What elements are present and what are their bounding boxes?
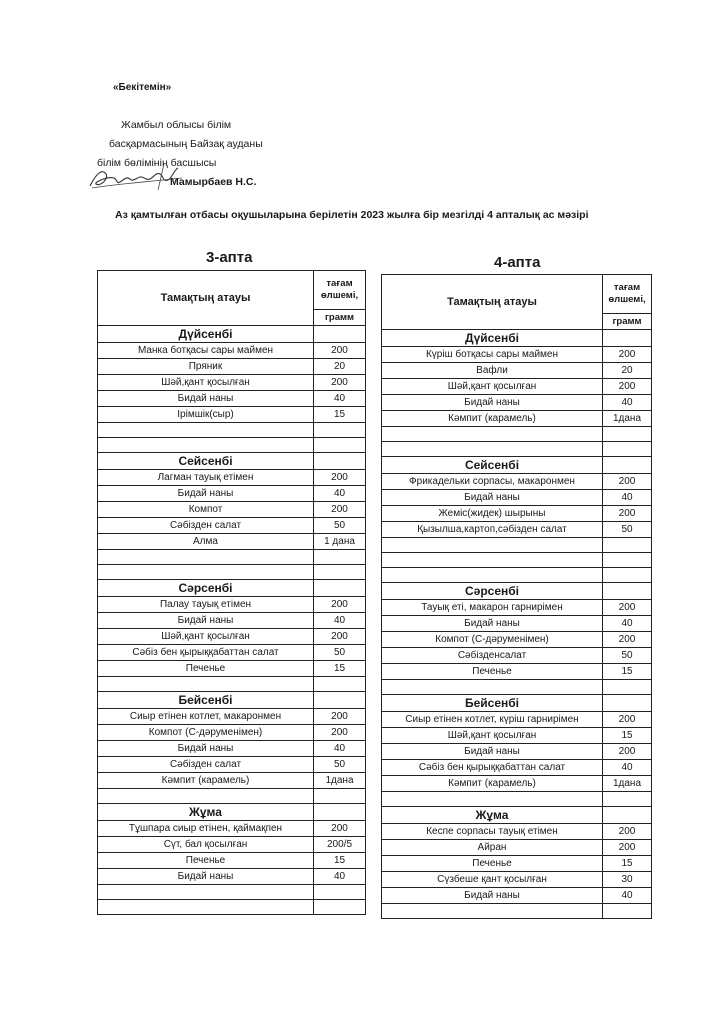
empty-cell [603, 538, 652, 553]
table-row [382, 522, 652, 538]
day-name: Дүйсенбі [382, 330, 603, 347]
day-name: Сәрсенбі [98, 580, 314, 597]
dish-qty: 200 [314, 597, 366, 613]
column-header-quantity: тағам өлшемі, [603, 275, 652, 314]
empty-row [382, 904, 652, 919]
empty-cell [98, 677, 314, 692]
dish-name: Ірімшік(сыр) [98, 407, 314, 423]
table-row [382, 824, 652, 840]
day-qty-cell [314, 326, 366, 343]
dish-name: Шәй,қант қосылған [98, 629, 314, 645]
empty-cell [382, 680, 603, 695]
day-name: Дүйсенбі [98, 326, 314, 343]
dish-qty: 200 [314, 343, 366, 359]
dish-name: Лагман тауық етімен [98, 470, 314, 486]
day-row [382, 807, 652, 824]
table-row [382, 363, 652, 379]
table-row [382, 600, 652, 616]
table-row [98, 629, 366, 645]
table-row [98, 486, 366, 502]
empty-row [382, 427, 652, 442]
empty-cell [314, 789, 366, 804]
empty-cell [98, 438, 314, 453]
day-name: Сәрсенбі [382, 583, 603, 600]
day-qty-cell [603, 330, 652, 347]
day-row [98, 580, 366, 597]
empty-cell [382, 553, 603, 568]
dish-name: Фрикадельки сорпасы, макаронмен [382, 474, 603, 490]
table-row [382, 744, 652, 760]
table-row [98, 661, 366, 677]
dish-qty: 200 [603, 600, 652, 616]
table-row [382, 395, 652, 411]
dish-name: Бидай наны [98, 869, 314, 885]
day-name: Сейсенбі [382, 457, 603, 474]
dish-qty: 200 [603, 347, 652, 363]
empty-cell [98, 900, 314, 915]
table-row [98, 470, 366, 486]
table-header-row [98, 271, 366, 310]
dish-qty: 200 [603, 840, 652, 856]
dish-qty: 200 [314, 709, 366, 725]
empty-cell [603, 442, 652, 457]
dish-name: Сиыр етінен котлет, күріш гарнирімен [382, 712, 603, 728]
dish-qty: 40 [314, 869, 366, 885]
empty-row [98, 885, 366, 900]
day-qty-cell [314, 580, 366, 597]
day-qty-cell [603, 583, 652, 600]
table-row [98, 757, 366, 773]
day-qty-cell [314, 692, 366, 709]
column-header-name: Тамақтың атауы [98, 271, 314, 326]
table-row [98, 518, 366, 534]
empty-cell [603, 568, 652, 583]
table-row [98, 821, 366, 837]
dish-qty: 40 [603, 616, 652, 632]
day-row [98, 692, 366, 709]
dish-qty: 200 [314, 375, 366, 391]
table-row [98, 741, 366, 757]
empty-row [382, 538, 652, 553]
dish-qty: 40 [314, 391, 366, 407]
table-row [382, 347, 652, 363]
empty-row [382, 792, 652, 807]
dish-name: Айран [382, 840, 603, 856]
table-row [382, 856, 652, 872]
table-row [382, 760, 652, 776]
day-name: Бейсенбі [382, 695, 603, 712]
dish-qty: 40 [314, 613, 366, 629]
dish-qty: 50 [314, 645, 366, 661]
empty-cell [314, 438, 366, 453]
dish-qty: 1дана [603, 411, 652, 427]
empty-cell [98, 550, 314, 565]
day-row [382, 330, 652, 347]
dish-qty: 1 дана [314, 534, 366, 550]
table-row [98, 725, 366, 741]
dish-name: Компот (С-дәруменімен) [98, 725, 314, 741]
day-row [382, 695, 652, 712]
week-4-menu-table [381, 274, 652, 919]
dish-name: Вафли [382, 363, 603, 379]
empty-cell [314, 565, 366, 580]
empty-row [98, 677, 366, 692]
table-row [382, 379, 652, 395]
dish-qty: 1дана [603, 776, 652, 792]
dish-name: Бидай наны [98, 613, 314, 629]
day-qty-cell [314, 804, 366, 821]
dish-qty: 50 [603, 522, 652, 538]
dish-name: Бидай наны [382, 490, 603, 506]
empty-row [98, 550, 366, 565]
dish-name: Шәй,қант қосылған [382, 379, 603, 395]
table-row [382, 490, 652, 506]
dish-name: Печенье [382, 856, 603, 872]
week-3-menu-table [97, 270, 366, 915]
dish-qty: 200 [603, 824, 652, 840]
table-row [98, 343, 366, 359]
empty-cell [314, 900, 366, 915]
dish-qty: 15 [603, 728, 652, 744]
week-4-title: 4-апта [494, 254, 541, 271]
table-row [98, 853, 366, 869]
table-row [98, 613, 366, 629]
day-row [98, 326, 366, 343]
dish-qty: 20 [603, 363, 652, 379]
dish-name: Печенье [382, 664, 603, 680]
dish-qty: 200 [314, 629, 366, 645]
table-row [98, 597, 366, 613]
empty-cell [382, 792, 603, 807]
table-row [98, 534, 366, 550]
table-row [98, 837, 366, 853]
day-name: Бейсенбі [98, 692, 314, 709]
table-row [382, 872, 652, 888]
empty-row [98, 565, 366, 580]
empty-row [98, 789, 366, 804]
dish-name: Компот [98, 502, 314, 518]
dish-name: Палау тауық етімен [98, 597, 314, 613]
day-name: Жұма [382, 807, 603, 824]
column-header-unit: грамм [603, 314, 652, 330]
dish-name: Кеспе сорпасы тауық етімен [382, 824, 603, 840]
dish-qty: 200 [603, 474, 652, 490]
day-row [382, 583, 652, 600]
day-qty-cell [314, 453, 366, 470]
empty-row [382, 680, 652, 695]
empty-row [98, 423, 366, 438]
empty-cell [98, 789, 314, 804]
table-row [382, 632, 652, 648]
dish-name: Сәбізден салат [98, 757, 314, 773]
dish-name: Компот (С-дәруменімен) [382, 632, 603, 648]
dish-qty: 200 [603, 506, 652, 522]
dish-name: Бидай наны [382, 395, 603, 411]
dish-qty: 15 [314, 661, 366, 677]
dish-qty: 40 [603, 395, 652, 411]
dish-name: Пряник [98, 359, 314, 375]
dish-name: Тауық еті, макарон гарнирімен [382, 600, 603, 616]
dish-qty: 200 [603, 379, 652, 395]
week-3-title: 3-апта [206, 249, 253, 266]
dish-name: Шәй,қант қосылған [98, 375, 314, 391]
empty-cell [98, 423, 314, 438]
dish-qty: 15 [314, 853, 366, 869]
dish-qty: 50 [314, 757, 366, 773]
table-row [98, 391, 366, 407]
dish-name: Манка ботқасы сары маймен [98, 343, 314, 359]
empty-cell [98, 565, 314, 580]
header-line-2: басқармасының Байзақ ауданы [109, 138, 263, 150]
day-qty-cell [603, 807, 652, 824]
table-row [98, 773, 366, 789]
dish-name: Бидай наны [98, 741, 314, 757]
day-qty-cell [603, 457, 652, 474]
empty-cell [382, 538, 603, 553]
dish-name: Бидай наны [382, 744, 603, 760]
dish-qty: 40 [603, 888, 652, 904]
dish-qty: 40 [603, 760, 652, 776]
dish-qty: 15 [314, 407, 366, 423]
empty-cell [603, 904, 652, 919]
empty-cell [603, 427, 652, 442]
empty-cell [314, 550, 366, 565]
dish-qty: 200 [314, 725, 366, 741]
document-title: Аз қамтылған отбасы оқушыларына берілетін 2023 жылға бір мезгілді 4 апталық ас мәзірі [115, 209, 589, 221]
table-row [382, 648, 652, 664]
empty-cell [603, 680, 652, 695]
dish-name: Бидай наны [98, 486, 314, 502]
dish-qty: 200 [603, 712, 652, 728]
table-header-row [382, 275, 652, 314]
table-row [382, 664, 652, 680]
empty-cell [314, 885, 366, 900]
table-row [382, 840, 652, 856]
dish-qty: 200 [314, 470, 366, 486]
dish-name: Сүт, бал қосылған [98, 837, 314, 853]
approval-label: «Бекітемін» [113, 82, 172, 93]
dish-qty: 50 [603, 648, 652, 664]
empty-row [382, 553, 652, 568]
empty-cell [98, 885, 314, 900]
empty-cell [314, 677, 366, 692]
column-header-quantity: тағам өлшемі, [314, 271, 366, 310]
table-row [382, 712, 652, 728]
table-row [98, 407, 366, 423]
dish-name: Бидай наны [382, 888, 603, 904]
dish-name: Сәбізденсалат [382, 648, 603, 664]
dish-qty: 50 [314, 518, 366, 534]
table-row [98, 869, 366, 885]
empty-row [382, 442, 652, 457]
empty-cell [382, 568, 603, 583]
day-row [98, 453, 366, 470]
dish-name: Кәмпит (карамель) [98, 773, 314, 789]
column-header-name: Тамақтың атауы [382, 275, 603, 330]
table-row [382, 776, 652, 792]
empty-cell [382, 442, 603, 457]
empty-row [98, 900, 366, 915]
dish-qty: 15 [603, 856, 652, 872]
dish-qty: 1дана [314, 773, 366, 789]
empty-cell [603, 553, 652, 568]
day-qty-cell [603, 695, 652, 712]
dish-name: Сәбіз бен қырыққабаттан салат [382, 760, 603, 776]
dish-qty: 200 [314, 821, 366, 837]
table-row [382, 616, 652, 632]
header-line-3: білім бөлімінің басшысы [97, 157, 217, 169]
column-header-unit: грамм [314, 310, 366, 326]
header-line-1: Жамбыл облысы білім [121, 119, 232, 131]
dish-qty: 200 [314, 502, 366, 518]
dish-qty: 30 [603, 872, 652, 888]
empty-cell [382, 427, 603, 442]
dish-name: Сәбіз бен қырыққабаттан салат [98, 645, 314, 661]
empty-cell [382, 904, 603, 919]
dish-qty: 200 [603, 632, 652, 648]
dish-name: Сүзбеше қант қосылған [382, 872, 603, 888]
table-row [382, 728, 652, 744]
dish-qty: 40 [314, 741, 366, 757]
dish-qty: 40 [603, 490, 652, 506]
dish-name: Кәмпит (карамель) [382, 411, 603, 427]
empty-cell [314, 423, 366, 438]
dish-name: Печенье [98, 661, 314, 677]
empty-cell [603, 792, 652, 807]
day-name: Сейсенбі [98, 453, 314, 470]
dish-name: Бидай наны [382, 616, 603, 632]
table-row [382, 474, 652, 490]
table-row [98, 709, 366, 725]
day-name: Жұма [98, 804, 314, 821]
signatory-name: Мамырбаев Н.С. [170, 176, 257, 188]
dish-name: Қызылша,картоп,сәбізден салат [382, 522, 603, 538]
day-row [98, 804, 366, 821]
table-row [382, 506, 652, 522]
day-row [382, 457, 652, 474]
dish-name: Тұшпара сиыр етінен, қаймақпен [98, 821, 314, 837]
dish-name: Шәй,қант қосылған [382, 728, 603, 744]
dish-qty: 200 [603, 744, 652, 760]
table-row [98, 375, 366, 391]
dish-name: Кәмпит (карамель) [382, 776, 603, 792]
table-row [382, 411, 652, 427]
dish-qty: 20 [314, 359, 366, 375]
dish-name: Сиыр етінен котлет, макаронмен [98, 709, 314, 725]
dish-name: Алма [98, 534, 314, 550]
table-row [382, 888, 652, 904]
dish-qty: 40 [314, 486, 366, 502]
handwritten-signature [86, 160, 186, 194]
table-row [98, 502, 366, 518]
dish-name: Сәбізден салат [98, 518, 314, 534]
empty-row [382, 568, 652, 583]
dish-qty: 200/5 [314, 837, 366, 853]
empty-row [98, 438, 366, 453]
dish-name: Күріш ботқасы сары маймен [382, 347, 603, 363]
table-row [98, 645, 366, 661]
dish-qty: 15 [603, 664, 652, 680]
dish-name: Бидай наны [98, 391, 314, 407]
table-row [98, 359, 366, 375]
dish-name: Печенье [98, 853, 314, 869]
dish-name: Жеміс(жидек) шырыны [382, 506, 603, 522]
